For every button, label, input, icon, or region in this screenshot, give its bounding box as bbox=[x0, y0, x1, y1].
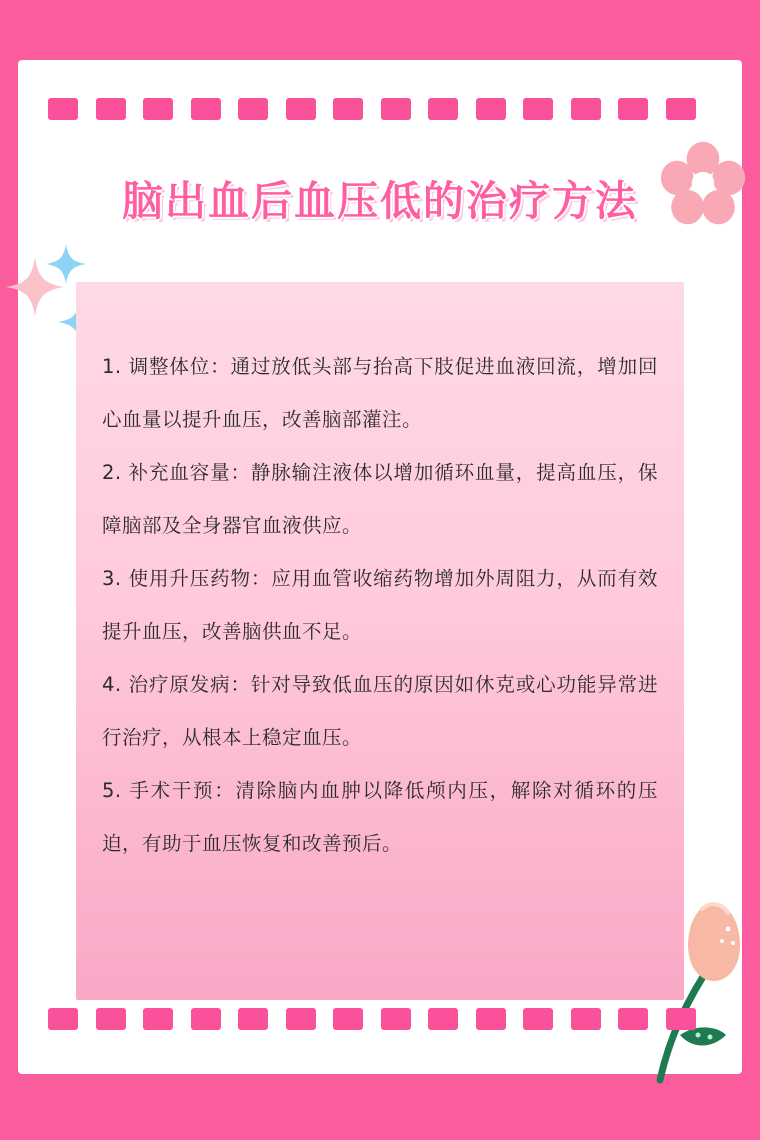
page-title-text: 脑出血后血压低的治疗方法 bbox=[122, 177, 638, 225]
perforation-hole bbox=[523, 98, 553, 120]
perforation-hole bbox=[666, 98, 696, 120]
perforation-hole bbox=[571, 1008, 601, 1030]
sparkle-icon bbox=[46, 244, 86, 284]
tulip-icon bbox=[640, 885, 750, 1085]
perforation-hole bbox=[96, 1008, 126, 1030]
perforation-hole bbox=[571, 98, 601, 120]
perforation-hole bbox=[381, 98, 411, 120]
list-item: 4. 治疗原发病：针对导致低血压的原因如休克或心功能异常进行治疗，从根本上稳定血压。 bbox=[102, 673, 658, 749]
page-title bbox=[18, 168, 742, 227]
perforation-hole bbox=[48, 98, 78, 120]
perforation-hole bbox=[191, 1008, 221, 1030]
perforation-hole bbox=[238, 98, 268, 120]
perforation-hole bbox=[48, 1008, 78, 1030]
perforation-hole bbox=[476, 1008, 506, 1030]
list-item: 2. 补充血容量：静脉输注液体以增加循环血量，提高血压，保障脑部及全身器官血液供应。 bbox=[102, 461, 658, 537]
perforation-hole bbox=[286, 98, 316, 120]
list-item: 1. 调整体位：通过放低头部与抬高下肢促进血液回流，增加回心血量以提升血压，改善脑部灌注。 bbox=[102, 355, 658, 431]
perforation-hole bbox=[428, 98, 458, 120]
perforation-hole bbox=[381, 1008, 411, 1030]
perforation-hole bbox=[666, 1008, 696, 1030]
perforation-hole bbox=[286, 1008, 316, 1030]
perforation-hole bbox=[476, 98, 506, 120]
list-item: 3. 使用升压药物：应用血管收缩药物增加外周阻力，从而有效提升血压，改善脑供血不足。 bbox=[102, 567, 658, 643]
perforation-hole bbox=[333, 98, 363, 120]
perforation-hole bbox=[428, 1008, 458, 1030]
flower-icon bbox=[660, 140, 746, 226]
perforation-hole bbox=[333, 1008, 363, 1030]
perforation-hole bbox=[96, 98, 126, 120]
perforation-hole bbox=[143, 1008, 173, 1030]
perforation-hole bbox=[523, 1008, 553, 1030]
perforation-hole bbox=[143, 98, 173, 120]
perforation-strip-top bbox=[48, 98, 696, 120]
perforation-hole bbox=[191, 98, 221, 120]
content-panel bbox=[76, 282, 684, 1000]
perforation-hole bbox=[238, 1008, 268, 1030]
list-item: 5. 手术干预：清除脑内血肿以降低颅内压，解除对循环的压迫，有助于血压恢复和改善预后。 bbox=[102, 779, 658, 855]
perforation-hole bbox=[618, 98, 648, 120]
perforation-strip-bottom bbox=[48, 1008, 696, 1030]
perforation-hole bbox=[618, 1008, 648, 1030]
